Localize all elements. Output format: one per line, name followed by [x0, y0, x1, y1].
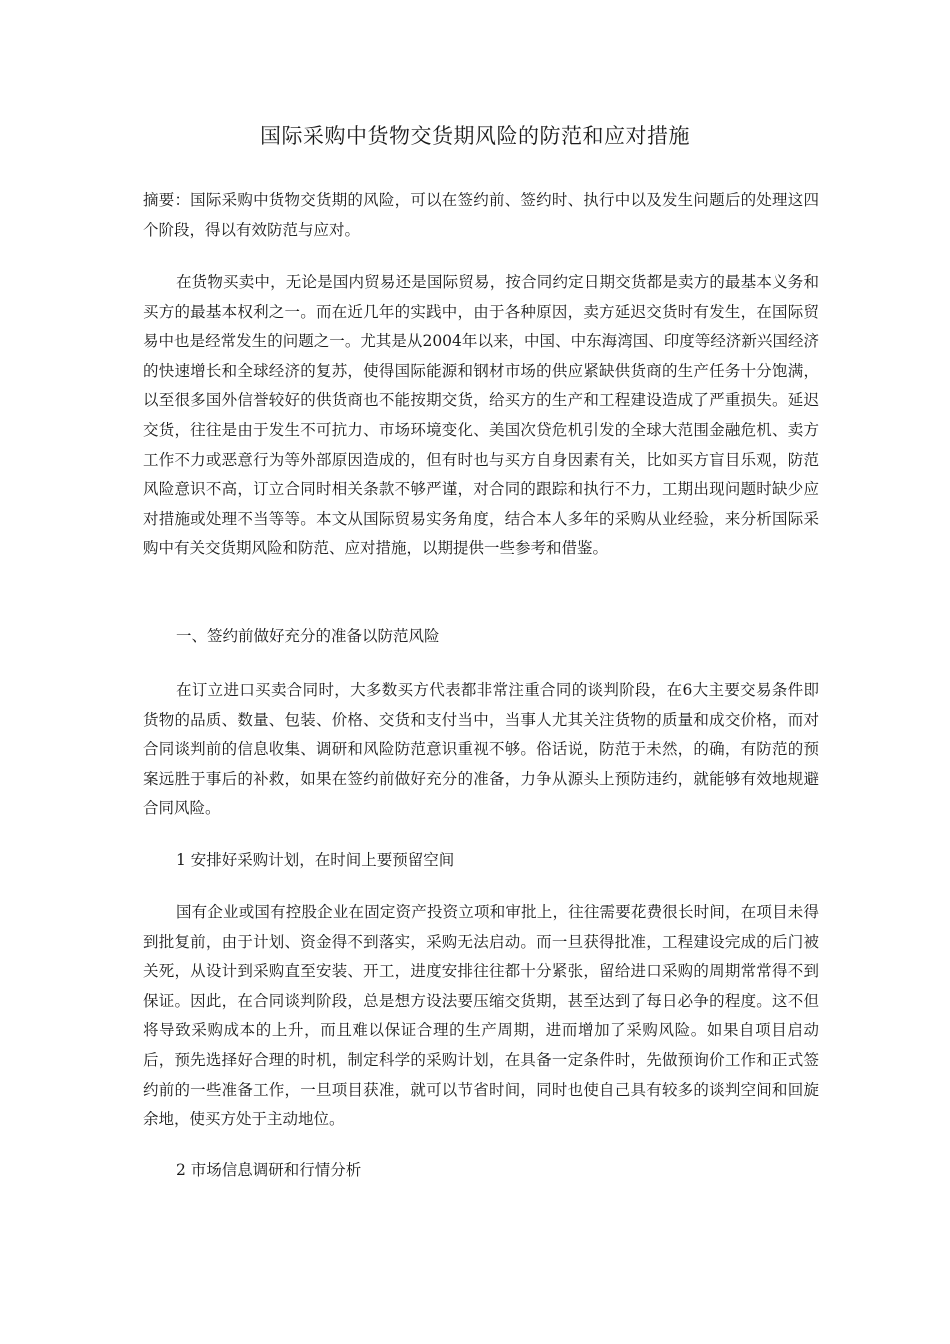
document-title: 国际采购中货物交货期风险的防范和应对措施 — [260, 124, 690, 148]
intro-paragraph: 在货物买卖中，无论是国内贸易还是国际贸易，按合同约定日期交货都是卖方的最基本义务和买方的最基本权利之一。而在近几年的实践中，由于各种原因，卖方延迟交货时有发生，在国际贸易中也是经常发生的问题之一。尤其是从2004年以来，中国、中东海湾国、印度等经济新兴国经济的快速增长和全球经济的复苏，使得国际能源和钢材市场的供应紧缺供货商的生产任务十分饱满，以至很多国外信誉较好的供货商也不能按期交货，给买方的生产和工程建设造成了严重损失。延迟交货，往往是由于发生不可抗力、市场环境变化、美国次贷危机引发的全球大范围金融危机、卖方工作不力或恶意行为等外部原因造成的，但有时也与买方自身因素有关，比如买方盲目乐观，防范风险意识不高，订立合同时相关条款不够严谨，对合同的跟踪和执行不力，工期出现问题时缺少应对措施或处理不当等等。本文从国际贸易实务角度，结合本人多年的采购从业经验，来分析国际采购中有关交货期风险和防范、应对措施，以期提供一些参考和借鉴。 — [143, 273, 819, 558]
section-heading-1: 一、签约前做好充分的准备以防范风险 — [176, 627, 440, 645]
subsection1-paragraph: 国有企业或国有控股企业在固定资产投资立项和审批上，往往需要花费很长时间，在项目未得到批复前，由于计划、资金得不到落实，采购无法启动。而一旦获得批准，工程建设完成的后门被关死，从设计到采购直至安装、开工，进度安排往往都十分紧张，留给进口采购的周期常常得不到保证。因此，在合同谈判阶段，总是想方设法要压缩交货期，甚至达到了每日必争的程度。这不但将导致采购成本的上升，而且难以保证合理的生产周期，进而增加了采购风险。如果自项目启动后，预先选择好合理的时机，制定科学的采购计划，在具备一定条件时，先做预询价工作和正式签约前的一些准备工作，一旦项目获准，就可以节省时间，同时也使自己具有较多的谈判空间和回旋余地，使买方处于主动地位。 — [143, 903, 819, 1129]
subsection-heading-1: 1 安排好采购计划，在时间上要预留空间 — [176, 851, 455, 869]
section1-paragraph: 在订立进口买卖合同时，大多数买方代表都非常注重合同的谈判阶段，在6大主要交易条件即货物的品质、数量、包装、价格、交货和支付当中，当事人尤其关注货物的质量和成交价格，而对合同谈判前的信息收集、调研和风险防范意识重视不够。俗话说，防范于未然，的确，有防范的预案远胜于事后的补救，如果在签约前做好充分的准备，力争从源头上预防违约，就能够有效地规避合同风险。 — [143, 681, 819, 818]
subsection-heading-2: 2 市场信息调研和行情分析 — [176, 1161, 362, 1179]
abstract-paragraph: 摘要：国际采购中货物交货期的风险，可以在签约前、签约时、执行中以及发生问题后的处理这四个阶段，得以有效防范与应对。 — [143, 191, 819, 239]
